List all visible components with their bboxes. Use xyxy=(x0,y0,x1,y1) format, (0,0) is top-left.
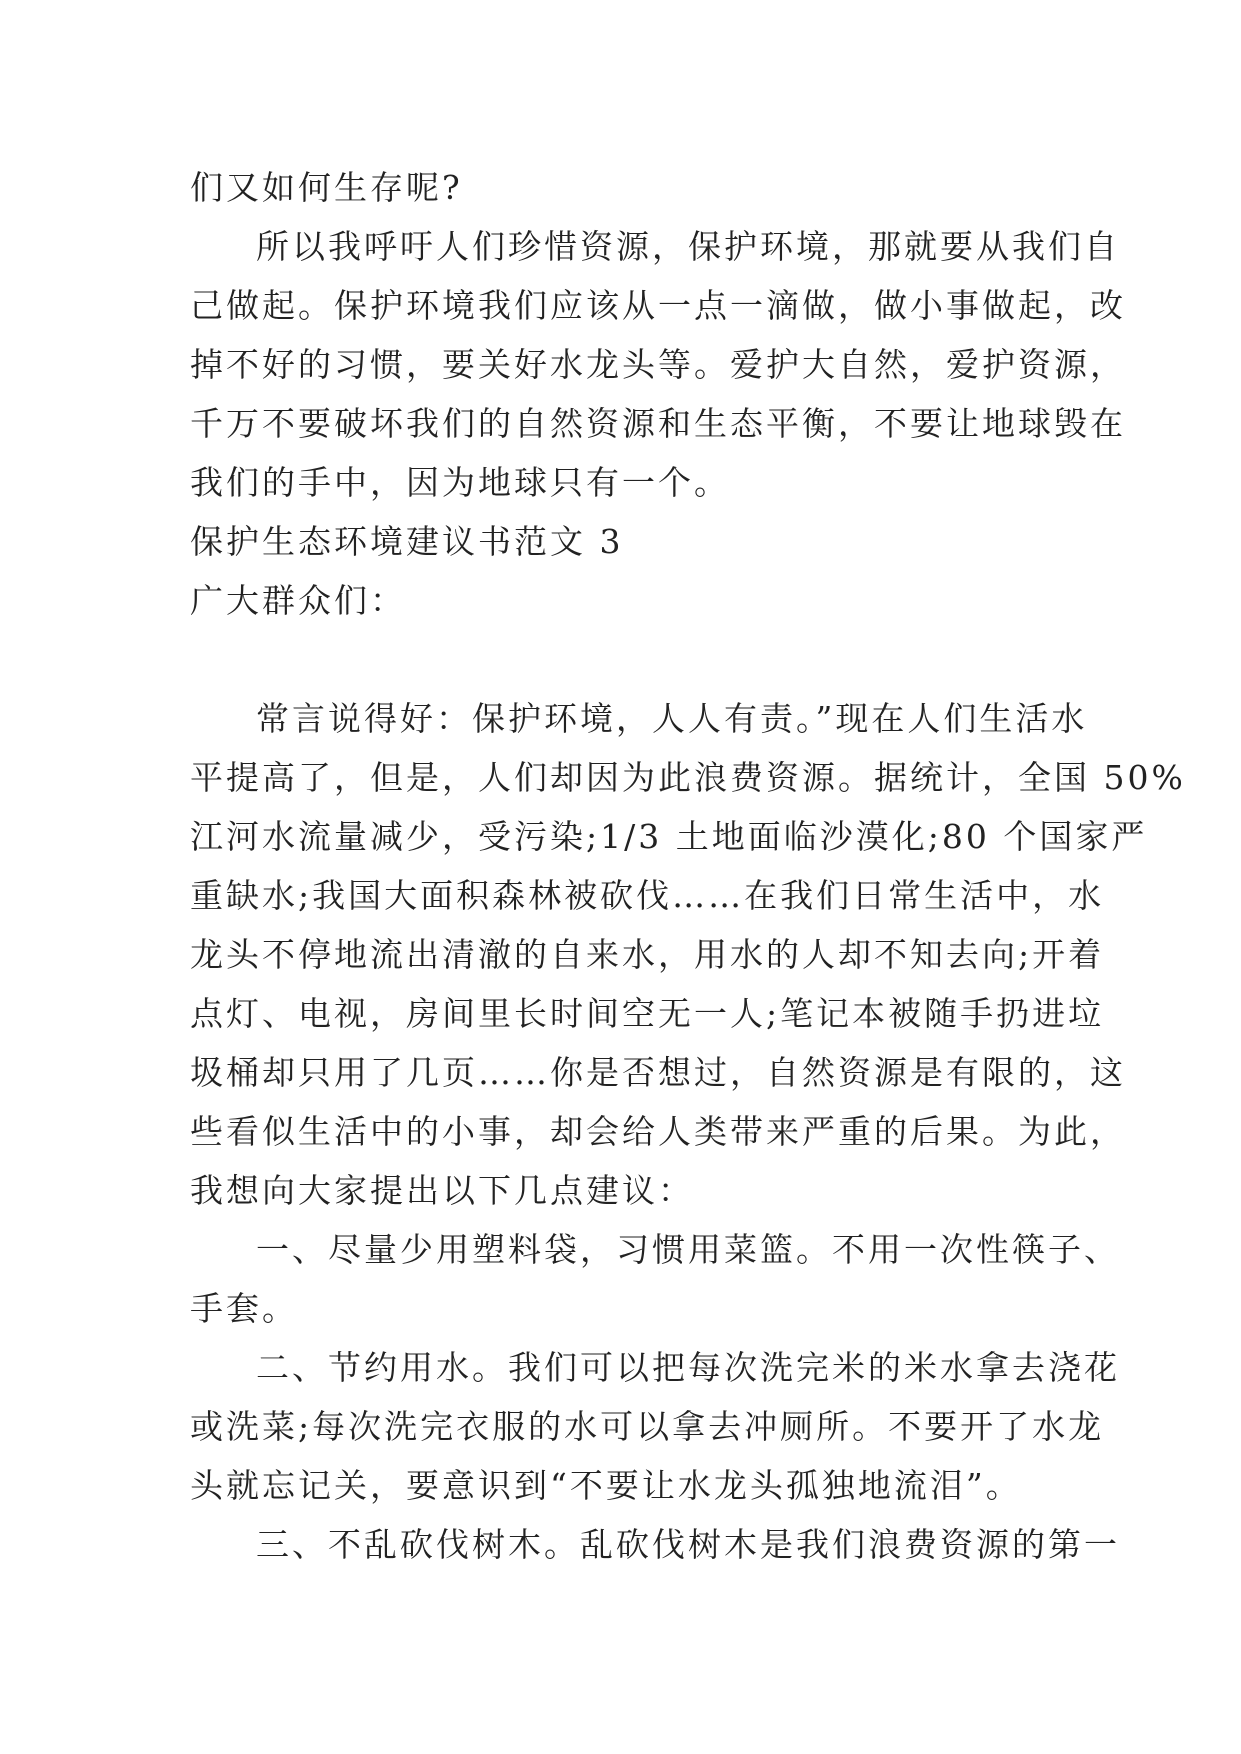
suggestion-item: 一、尽量少用塑料袋，习惯用菜篮。不用一次性筷子、 xyxy=(256,1230,1120,1269)
paragraph-start-line: 所以我呼吁人们珍惜资源，保护环境，那就要从我们自 xyxy=(256,227,1120,266)
suggestion-item: 二、节约用水。我们可以把每次洗完米的米水拿去浇花 xyxy=(256,1348,1120,1387)
text-line: 或洗菜;每次洗完衣服的水可以拿去冲厕所。不要开了水龙 xyxy=(190,1407,1105,1446)
text-line: 些看似生活中的小事，却会给人类带来严重的后果。为此， xyxy=(190,1112,1126,1151)
text-line: 圾桶却只用了几页……你是否想过，自然资源是有限的，这 xyxy=(190,1053,1126,1092)
text-line: 江河水流量减少，受污染;1/3 土地面临沙漠化;80 个国家严 xyxy=(190,817,1148,856)
text-line: 重缺水;我国大面积森林被砍伐……在我们日常生活中，水 xyxy=(190,876,1105,915)
suggestion-item: 三、不乱砍伐树木。乱砍伐树木是我们浪费资源的第一 xyxy=(256,1525,1120,1564)
salutation: 广大群众们： xyxy=(190,581,406,620)
text-line: 龙头不停地流出清澈的自来水，用水的人却不知去向;开着 xyxy=(190,935,1105,974)
text-line: 手套。 xyxy=(190,1289,298,1328)
text-line: 点灯、电视，房间里长时间空无一人;笔记本被随手扔进垃 xyxy=(190,994,1105,1033)
section-heading: 保护生态环境建议书范文 3 xyxy=(190,522,624,561)
text-line: 己做起。保护环境我们应该从一点一滴做，做小事做起，改 xyxy=(190,286,1126,325)
text-line: 们又如何生存呢? xyxy=(190,168,463,207)
text-line: 掉不好的习惯，要关好水龙头等。爱护大自然，爱护资源， xyxy=(190,345,1126,384)
blank-line xyxy=(190,630,1070,689)
text-line: 千万不要破坏我们的自然资源和生态平衡，不要让地球毁在 xyxy=(190,404,1126,443)
paragraph-start-line: 常言说得好：保护环境，人人有责。”现在人们生活水 xyxy=(256,699,1088,738)
text-line: 头就忘记关，要意识到“不要让水龙头孤独地流泪”。 xyxy=(190,1466,1022,1505)
text-line: 我们的手中，因为地球只有一个。 xyxy=(190,463,730,502)
text-line: 平提高了，但是，人们却因为此浪费资源。据统计，全国 50% xyxy=(190,758,1186,797)
document-body xyxy=(190,158,1186,1574)
text-line: 我想向大家提出以下几点建议： xyxy=(190,1171,694,1210)
